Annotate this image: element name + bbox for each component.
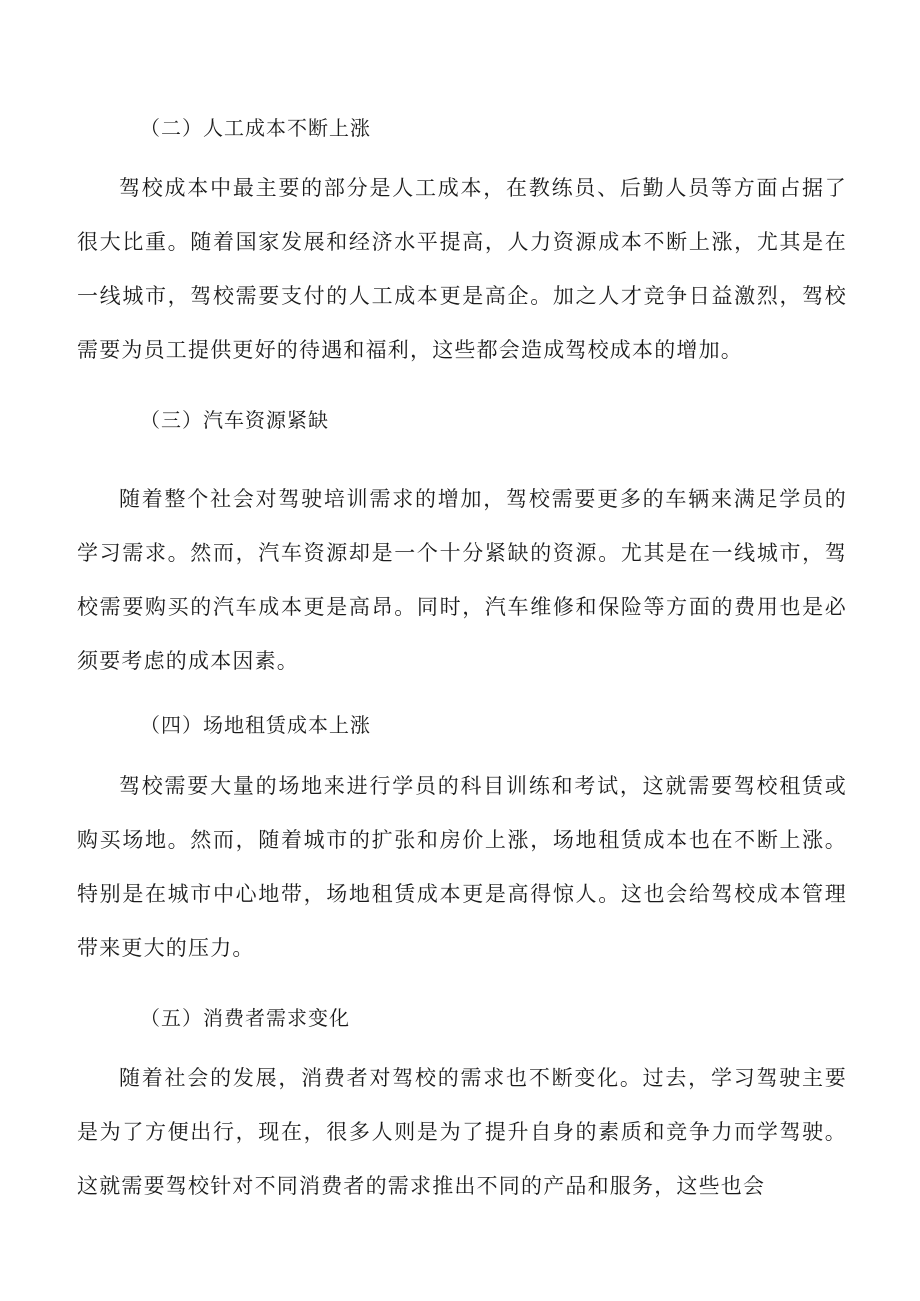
section-heading-3: （三）汽车资源紧缺 <box>140 408 329 432</box>
section-heading-2: （二）人工成本不断上涨 <box>140 116 371 140</box>
section-paragraph-4: 驾校需要大量的场地来进行学员的科目训练和考试，这就需要驾校租赁或购买场地。然而，随着城市的扩张和房价上涨，场地租赁成本也在不断上涨。特别是在城市中心地带，场地租赁成本更是高得惊人。这也会给驾校成本管理带来更大的压力。 <box>77 774 847 960</box>
section-heading-5: （五）消费者需求变化 <box>140 1006 350 1030</box>
section-paragraph-3: 随着整个社会对驾驶培训需求的增加，驾校需要更多的车辆来满足学员的学习需求。然而，汽车资源却是一个十分紧缺的资源。尤其是在一线城市，驾校需要购买的汽车成本更是高昂。同时，汽车维修和保险等方面的费用也是必须要考虑的成本因素。 <box>77 487 847 673</box>
section-heading-4: （四）场地租赁成本上涨 <box>140 713 371 737</box>
section-paragraph-2: 驾校成本中最主要的部分是人工成本，在教练员、后勤人员等方面占据了很大比重。随着国家发展和经济水平提高，人力资源成本不断上涨，尤其是在一线城市，驾校需要支付的人工成本更是高企。加之人才竞争日益激烈，驾校需要为员工提供更好的待遇和福利，这些都会造成驾校成本的增加。 <box>77 176 847 362</box>
section-paragraph-5: 随着社会的发展，消费者对驾校的需求也不断变化。过去，学习驾驶主要是为了方便出行，现在，很多人则是为了提升自身的素质和竞争力而学驾驶。这就需要驾校针对不同消费者的需求推出不同的产品和服务，这些也会 <box>77 1066 847 1198</box>
